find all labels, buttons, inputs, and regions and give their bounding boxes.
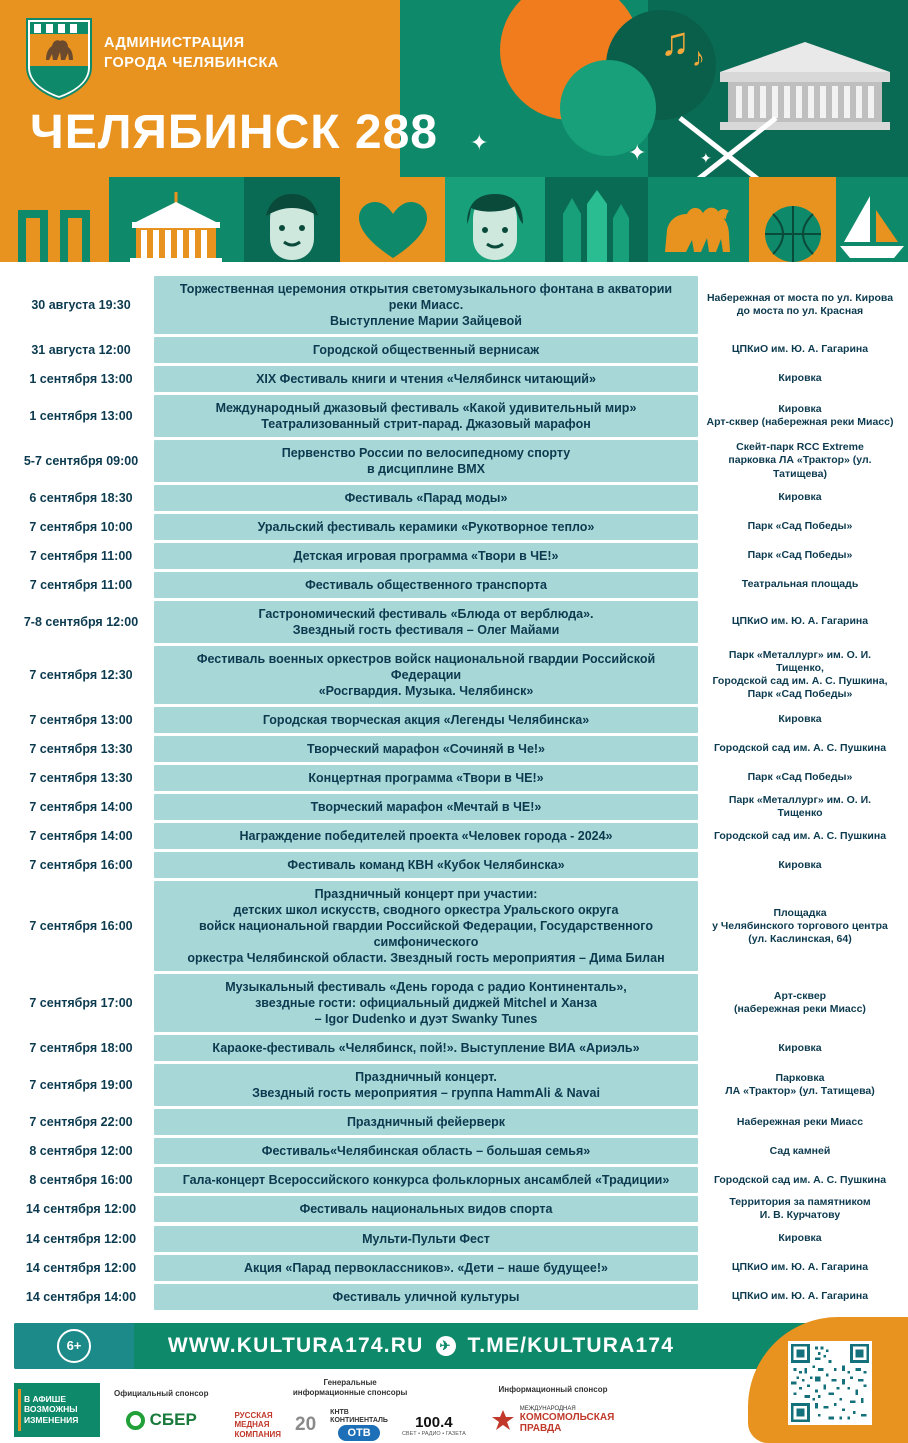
age-rating-badge: 6+ (57, 1329, 91, 1363)
row-event: Награждение победителей проекта «Человек города - 2024» (154, 823, 698, 849)
row-place: Городской сад им. А. С. Пушкина (713, 829, 887, 842)
table-row (14, 646, 894, 704)
links-bar (14, 1323, 828, 1369)
row-event: Фестиваль военных оркестров войск национальной гвардии Российской Федерации «Росгвардия. Музыка. Челябинск» (154, 646, 698, 704)
row-time: 7 сентября 13:30 (29, 742, 133, 756)
table-row (14, 852, 894, 878)
table-row (14, 337, 894, 363)
table-row (14, 1255, 894, 1281)
telegram-icon: ✈ (436, 1336, 456, 1356)
row-time: 7-8 сентября 12:00 (23, 615, 139, 629)
table-row (14, 543, 894, 569)
strip-cell-camel (648, 177, 749, 262)
administration-label (104, 34, 279, 73)
row-place: Сад камней (769, 1144, 831, 1157)
row-time: 7 сентября 10:00 (29, 520, 133, 534)
city-towers-icon (553, 188, 639, 262)
footer-links (168, 1334, 674, 1358)
knt-logo-group (330, 1409, 388, 1442)
row-event: Городской общественный вернисаж (154, 337, 698, 363)
table-row (14, 572, 894, 598)
row-event: Детская игровая программа «Твори в ЧЕ!» (154, 543, 698, 569)
sber-label: СБЕР (149, 1410, 197, 1429)
row-place: Территория за памятником И. В. Курчатову (729, 1196, 871, 1222)
row-place: Парк «Сад Победы» (747, 520, 853, 533)
info-sponsor-group (492, 1385, 615, 1435)
age-rating-block (14, 1323, 134, 1369)
row-event: Фестиваль уличной культуры (154, 1284, 698, 1310)
icon-strip (0, 177, 908, 262)
administration-line2: ГОРОДА ЧЕЛЯБИНСКА (104, 54, 279, 71)
official-sponsor-group (114, 1389, 208, 1430)
row-place: Кировка (778, 1231, 822, 1244)
row-place: Кировка (778, 491, 822, 504)
general-info-sponsors-group (234, 1378, 465, 1442)
table-row (14, 794, 894, 820)
row-place: Кировка Арт-сквер (набережная реки Миасс) (706, 402, 894, 428)
row-event: Концертная программа «Твори в ЧЕ!» (154, 765, 698, 791)
sparkle-icon: ✦ (470, 130, 489, 155)
row-place: Парк «Металлург» им. О. И. Тищенко (728, 794, 872, 820)
table-row (14, 765, 894, 791)
table-row (14, 974, 894, 1032)
row-time: 7 сентября 12:30 (29, 668, 133, 682)
table-row (14, 395, 894, 437)
poster-footer (0, 1323, 908, 1443)
table-row (14, 707, 894, 733)
sparkle-icon: ✦ (700, 150, 712, 166)
row-time: 7 сентября 19:00 (29, 1078, 133, 1093)
row-time: 14 сентября 12:00 (25, 1202, 137, 1217)
row-time: 1 сентября 13:00 (29, 409, 133, 423)
heart-icon (355, 198, 431, 262)
strip-cell-girl (445, 177, 545, 262)
poster-header (0, 0, 908, 262)
table-row (14, 736, 894, 762)
general-info-sponsors-title: Генеральные информационные спонсоры (292, 1377, 408, 1397)
row-event: Фестиваль национальных видов спорта (154, 1196, 698, 1222)
row-place: Городской сад им. А. С. Пушкина (713, 742, 887, 755)
row-event: Уральский фестиваль керамики «Рукотворное тепло» (154, 514, 698, 540)
row-time: 5-7 сентября 09:00 (23, 454, 139, 468)
table-row (14, 1064, 894, 1106)
row-place: Парковка ЛА «Трактор» (ул. Татищева) (725, 1072, 875, 1098)
row-place: Кировка (778, 858, 822, 871)
kp-logo-group (492, 1406, 615, 1435)
row-time: 31 августа 12:00 (31, 343, 131, 357)
table-row (14, 1167, 894, 1193)
row-time: 7 сентября 16:00 (29, 919, 133, 934)
row-time: 6 сентября 18:30 (29, 491, 133, 505)
row-event: Торжественная церемония открытия светомузыкального фонтана в акватории реки Миасс. Выступление Марии Зайцевой (154, 276, 698, 334)
qr-code[interactable] (788, 1341, 872, 1425)
row-event: Городская творческая акция «Легенды Челябинска» (154, 707, 698, 733)
row-time: 7 сентября 11:00 (29, 578, 133, 592)
row-place: Кировка (778, 1041, 822, 1054)
row-place: Городской сад им. А. С. Пушкина (713, 1173, 887, 1186)
row-place: Скейт-парк RCC Extreme парковка ЛА «Трактор» (ул. Татищева) (728, 441, 872, 480)
radio-logo: 100.4 (415, 1413, 453, 1431)
row-time: 14 сентября 14:00 (25, 1289, 137, 1304)
row-place: Парк «Сад Победы» (747, 771, 853, 784)
row-place: ЦПКиО им. Ю. А. Гагарина (731, 615, 869, 628)
row-place: Кировка (778, 372, 822, 385)
table-row (14, 823, 894, 849)
table-row (14, 1138, 894, 1164)
table-row (14, 1109, 894, 1135)
row-event: Акция «Парад первоклассников». «Дети – наше будущее!» (154, 1255, 698, 1281)
camel-icon (653, 196, 743, 262)
row-place: Кировка (778, 713, 822, 726)
row-time: 7 сентября 18:00 (29, 1041, 133, 1056)
table-row (14, 1226, 894, 1252)
row-place: Театральная площадь (741, 578, 859, 591)
row-event: Праздничный концерт. Звездный гость мероприятия – группа HammAli & Navai (154, 1064, 698, 1106)
kp-star-icon (492, 1410, 514, 1430)
official-sponsor-title: Официальный спонсор (114, 1389, 209, 1398)
music-note-icon: ♫ (660, 20, 690, 64)
row-time: 7 сентября 16:00 (29, 858, 133, 873)
table-row (14, 514, 894, 540)
sparkle-icon: ✦ (628, 140, 647, 165)
strip-cell-boy (244, 177, 340, 262)
table-row (14, 881, 894, 971)
radio-logo-group (402, 1414, 466, 1437)
row-event: Фестиваль команд КВН «Кубок Челябинска» (154, 852, 698, 878)
row-place: ЦПКиО им. Ю. А. Гагарина (731, 1260, 869, 1273)
row-event: Гастрономический фестиваль «Блюда от верблюда». Звездный гость фестиваля – Олег Майами (154, 601, 698, 643)
row-time: 7 сентября 22:00 (29, 1115, 133, 1130)
chelyabinsk-coat-of-arms-icon (24, 16, 94, 102)
row-place: ЦПКиО им. Ю. А. Гагарина (731, 1289, 869, 1302)
row-time: 7 сентября 14:00 (29, 829, 133, 844)
table-row (14, 366, 894, 392)
table-row (14, 485, 894, 511)
strip-cell-basketball (749, 177, 836, 262)
row-time: 30 августа 19:30 (31, 298, 131, 312)
boy-face-icon (252, 190, 332, 262)
row-event: Праздничный фейерверк (154, 1109, 698, 1135)
girl-face-icon (455, 190, 535, 262)
telegram-link[interactable]: T.ME/KULTURA174 (467, 1333, 675, 1357)
row-event: Международный джазовый фестиваль «Какой удивительный мир» Театрализованный стрит-парад. Джазовый марафон (154, 395, 698, 437)
row-place: Парк «Металлург» им. О. И. Тищенко, Городской сад им. А. С. Пушкина, Парк «Сад Победы» (712, 648, 888, 701)
row-time: 14 сентября 12:00 (25, 1231, 137, 1246)
sponsors-bar (14, 1379, 732, 1441)
row-time: 8 сентября 16:00 (29, 1173, 133, 1188)
strip-cell-books (0, 177, 109, 262)
music-note-small-icon: ♪ (692, 42, 705, 72)
kp-sublabel: МЕЖДУНАРОДНАЯ (519, 1405, 576, 1412)
rmk-anniversary-logo: 20 (295, 1414, 317, 1435)
theatre-building-icon (116, 192, 236, 262)
strip-cell-sailboat (836, 177, 908, 262)
row-time: 7 сентября 11:00 (29, 549, 133, 563)
info-sponsor-title: Информационный спонсор (498, 1384, 608, 1394)
row-time: 7 сентября 13:30 (29, 771, 133, 785)
row-place: ЦПКиО им. Ю. А. Гагарина (731, 343, 869, 356)
knt-logo: КНТВ КОНТИНЕНТАЛЬ (330, 1408, 388, 1424)
basketball-icon (759, 194, 827, 262)
general-sponsor-logos (234, 1409, 465, 1442)
row-time: 7 сентября 17:00 (29, 996, 133, 1011)
row-time: 1 сентября 13:00 (29, 372, 133, 386)
row-event: Творческий марафон «Сочиняй в Че!» (154, 736, 698, 762)
row-event: Праздничный концерт при участии: детских школ искусств, сводного оркестра Уральского округа войск национальной гвардии Российской Федерации, Государственного симфонического оркестра Челябинской области. Звездный гость мероприятия – Дима Билан (154, 881, 698, 971)
sber-mark-icon (126, 1411, 145, 1430)
otv-logo: ОТВ (338, 1425, 379, 1441)
row-place: Набережная реки Миасс (736, 1115, 864, 1128)
schedule-table (0, 262, 908, 1317)
strip-cell-theatre (109, 177, 245, 262)
qr-code-image (791, 1344, 869, 1422)
table-row (14, 1196, 894, 1222)
website-link[interactable]: WWW.KULTURA174.RU (167, 1333, 424, 1357)
table-row (14, 601, 894, 643)
row-time: 7 сентября 14:00 (29, 800, 133, 815)
table-row (14, 440, 894, 482)
page-title: ЧЕЛЯБИНСК 288 (30, 106, 438, 159)
radio-sublabel: СВЕТ • РАДИО • ГАЗЕТА (401, 1430, 466, 1437)
row-event: Музыкальный фестиваль «День города с радио Континенталь», звездные гости: официальный диджей Mitchel и Ханза – Igor Dudenko и дуэт Swanky Tunes (154, 974, 698, 1032)
row-event: Гала-концерт Всероссийского конкурса фольклорных ансамблей «Традиции» (154, 1167, 698, 1193)
row-event: XIX Фестиваль книги и чтения «Челябинск читающий» (154, 366, 698, 392)
kp-logo (520, 1406, 615, 1435)
row-event: Караоке-фестиваль «Челябинск, пой!». Выступление ВИА «Ариэль» (154, 1035, 698, 1061)
kp-label: КОМСОМОЛЬСКАЯ ПРАВДА (519, 1412, 615, 1435)
row-event: Творческий марафон «Мечтай в ЧЕ!» (154, 794, 698, 820)
row-event: Фестиваль общественного транспорта (154, 572, 698, 598)
strip-cell-heart (340, 177, 445, 262)
strip-cell-towers (545, 177, 648, 262)
row-event: Фестиваль «Парад моды» (154, 485, 698, 511)
row-place: Площадка у Челябинского торгового центра (ул. Каслинская, 64) (712, 906, 888, 945)
rmk-logo: РУССКАЯ МЕДНАЯ КОМПАНИЯ (234, 1410, 282, 1439)
sailboat-icon (836, 192, 908, 262)
row-time: 8 сентября 12:00 (29, 1144, 133, 1159)
table-row (14, 276, 894, 334)
table-row (14, 1035, 894, 1061)
row-place: Арт-сквер (набережная реки Миасс) (734, 990, 866, 1016)
books-icon (12, 204, 96, 262)
row-place: Парк «Сад Победы» (747, 549, 853, 562)
row-event: Первенство России по велосипедному спорту в дисциплине ВМХ (154, 440, 698, 482)
changes-note: В АФИШЕ ВОЗМОЖНЫ ИЗМЕНЕНИЯ (14, 1383, 100, 1437)
row-place: Набережная от моста по ул. Кирова до моста по ул. Красная (706, 291, 894, 317)
table-row (14, 1284, 894, 1310)
row-time: 7 сентября 13:00 (29, 713, 133, 727)
row-event: Мульти-Пульти Фест (154, 1226, 698, 1252)
row-event: Фестиваль«Челябинская область – большая семья» (154, 1138, 698, 1164)
row-time: 14 сентября 12:00 (25, 1260, 137, 1275)
sber-logo (126, 1410, 197, 1430)
administration-line1: АДМИНИСТРАЦИЯ (104, 35, 245, 51)
